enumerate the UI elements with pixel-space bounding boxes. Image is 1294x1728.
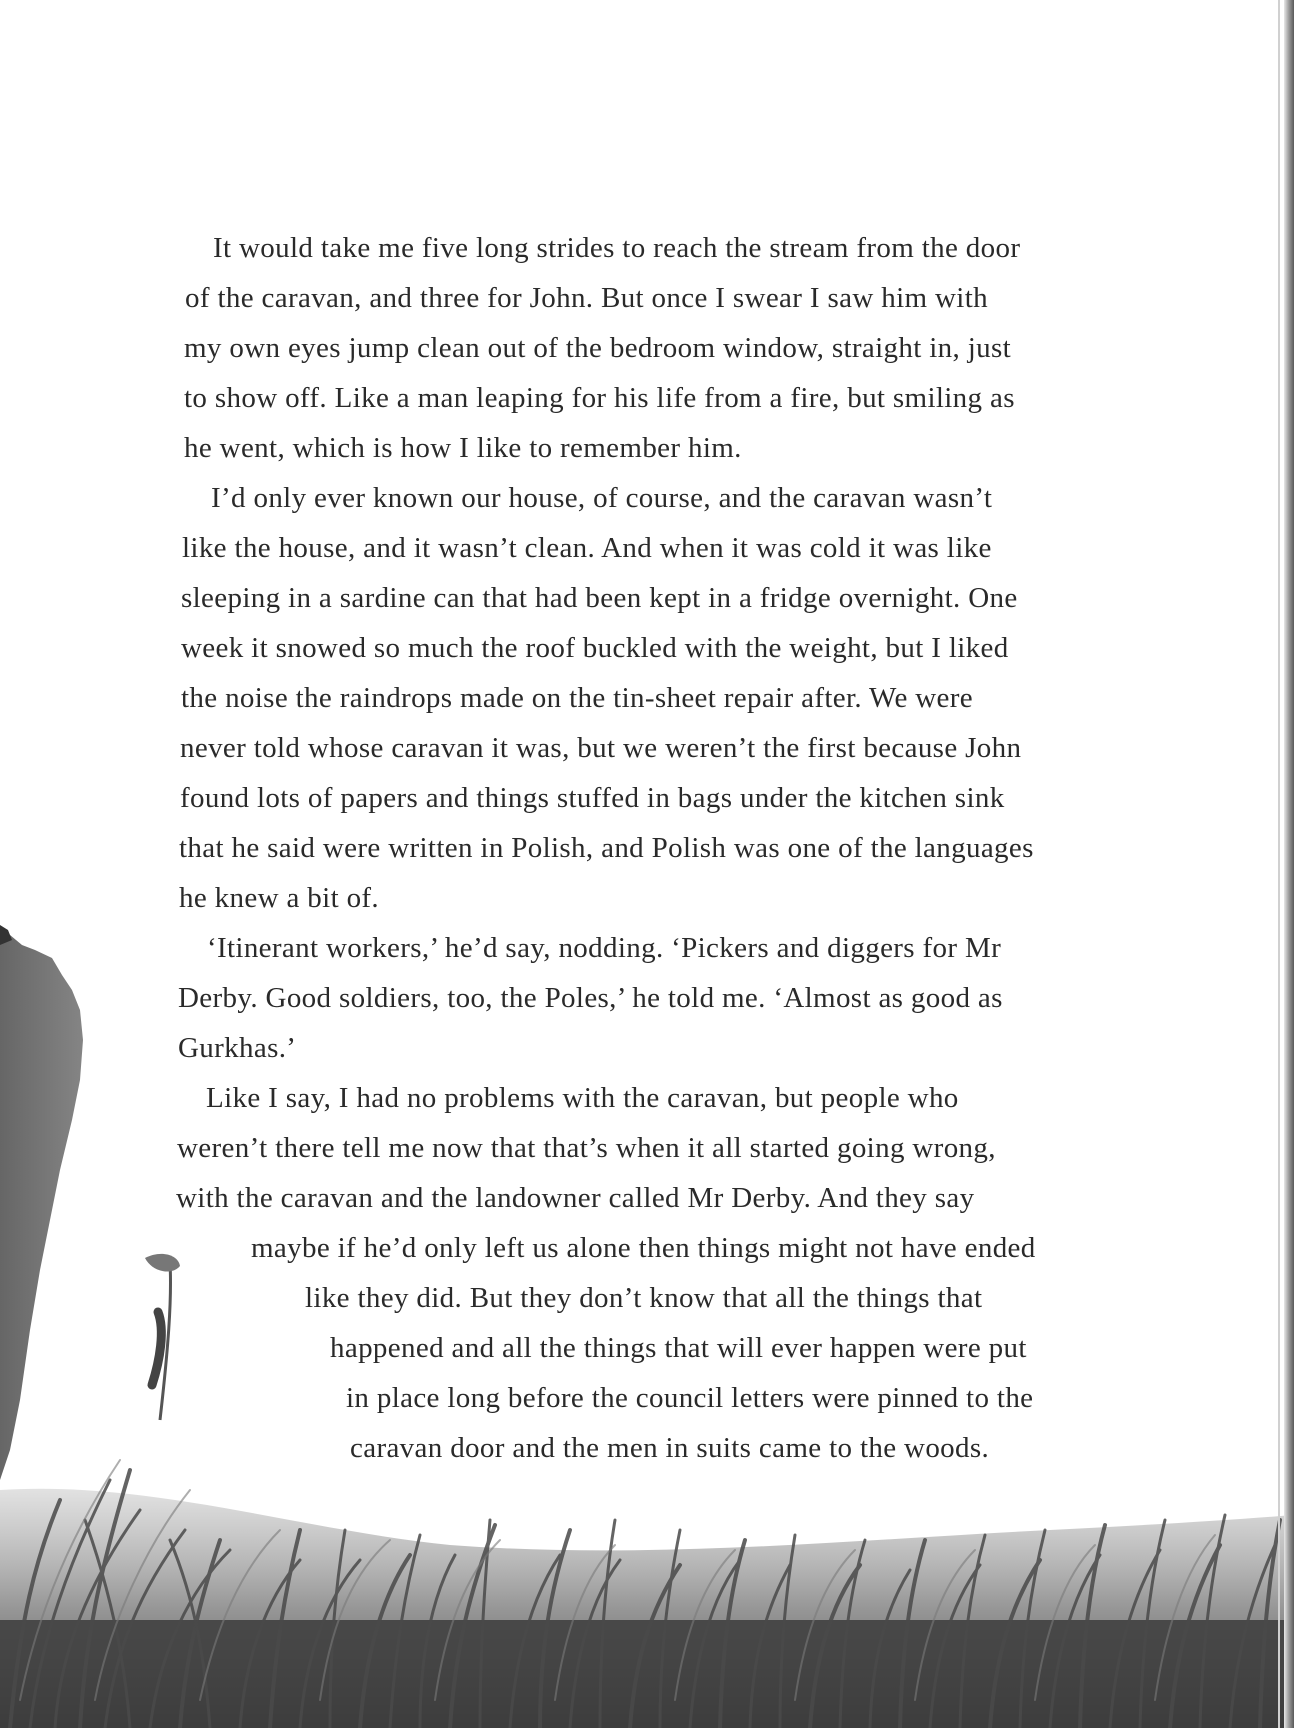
text-line: found lots of papers and things stuffed in bags under the kitchen sink — [180, 782, 1005, 814]
text-line: like they did. But they don’t know that all the things that — [305, 1282, 983, 1314]
text-line: sleeping in a sardine can that had been kept in a fridge overnight. One — [181, 582, 1018, 614]
text-line: he knew a bit of. — [179, 882, 380, 914]
text-line: Derby. Good soldiers, too, the Poles,’ he told me. ‘Almost as good as — [178, 982, 1003, 1014]
text-line: I’d only ever known our house, of course, and the caravan wasn’t — [211, 482, 993, 514]
text-line: weren’t there tell me now that that’s when it all started going wrong, — [177, 1132, 996, 1164]
text-line: in place long before the council letters were pinned to the — [346, 1382, 1034, 1414]
text-line: Like I say, I had no problems with the caravan, but people who — [206, 1082, 959, 1114]
text-line: It would take me five long strides to reach the stream from the door — [213, 232, 1021, 264]
text-line: like the house, and it wasn’t clean. And when it was cold it was like — [182, 532, 992, 564]
text-line: maybe if he’d only left us alone then things might not have ended — [251, 1232, 1036, 1264]
text-line: ‘Itinerant workers,’ he’d say, nodding. ‘Pickers and diggers for Mr — [207, 932, 1002, 964]
text-line: with the caravan and the landowner called Mr Derby. And they say — [176, 1182, 975, 1214]
text-line: caravan door and the men in suits came to the woods. — [350, 1432, 990, 1464]
text-line: he went, which is how I like to remember him. — [184, 432, 742, 464]
text-line: my own eyes jump clean out of the bedroom window, straight in, just — [184, 332, 1011, 364]
text-line: of the caravan, and three for John. But once I swear I saw him with — [185, 282, 988, 314]
text-line: week it snowed so much the roof buckled with the weight, but I liked — [181, 632, 1009, 664]
text-line: Gurkhas.’ — [178, 1032, 297, 1064]
text-line: that he said were written in Polish, and Polish was one of the languages — [179, 832, 1034, 864]
text-line: the noise the raindrops made on the tin-sheet repair after. We were — [181, 682, 974, 714]
text-line: never told whose caravan it was, but we weren’t the first because John — [180, 732, 1022, 764]
text-line: happened and all the things that will ever happen were put — [330, 1332, 1027, 1364]
text-line: to show off. Like a man leaping for his life from a fire, but smiling as — [184, 382, 1015, 414]
